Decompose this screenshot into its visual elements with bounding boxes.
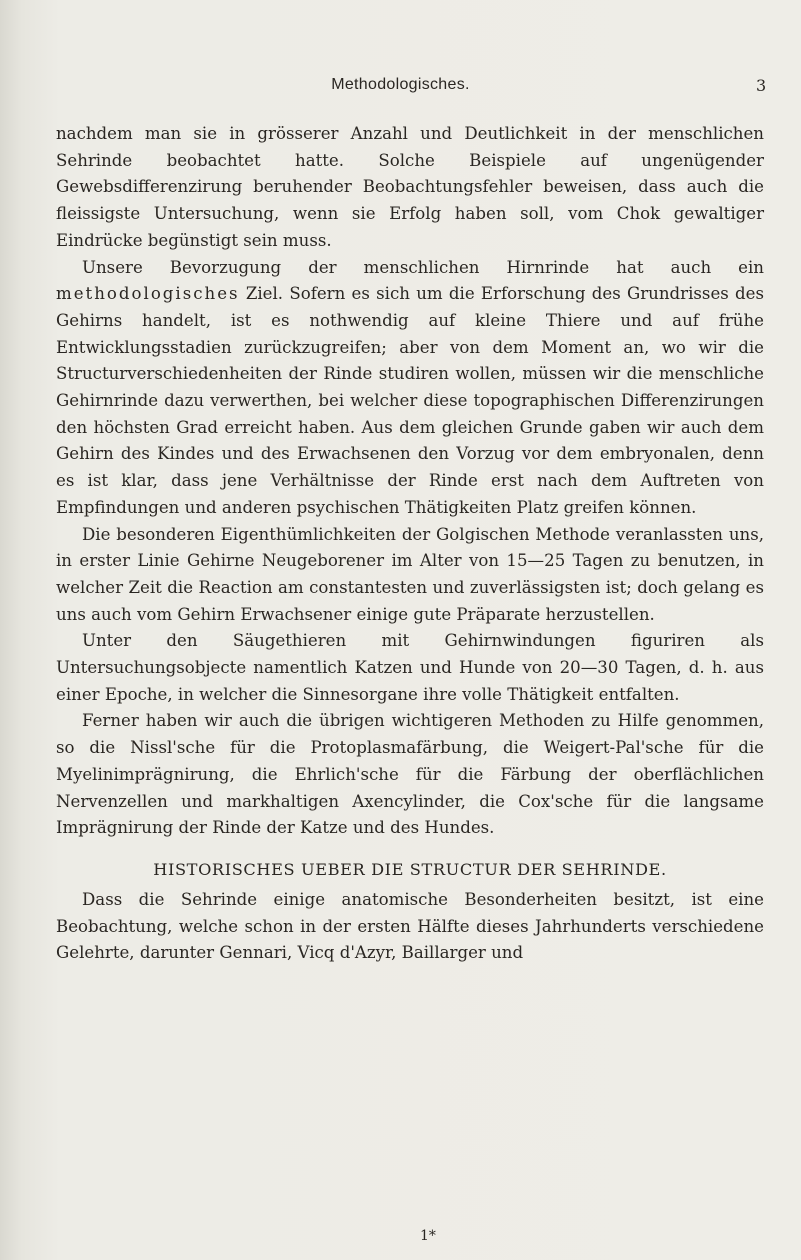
signature-mark: 1* (420, 1228, 436, 1244)
body-text (56, 121, 764, 967)
section-heading: HISTORISCHES UEBER DIE STRUCTUR DER SEHRINDE. (153, 859, 667, 879)
running-head: Methodologisches. (331, 76, 470, 93)
paragraph-1: nachdem man sie in grösserer Anzahl und Deutlichkeit in der menschlichen Sehrinde beobachtet hatte. Solche Beispiele auf ungenügender Gewebsdifferenzirung beruhender Beobachtungsfehler beweisen, dass auch die fleissigste Untersuchung, wenn sie Erfolg haben soll, vom Chok gewaltiger Eindrücke begünstigt sein muss. (56, 124, 764, 250)
section-paragraph: Dass die Sehrinde einige anatomische Besonderheiten besitzt, ist eine Beobachtung, welche schon in der ersten Hälfte dieses Jahrhunderts verschiedene Gelehrte, darunter Gennari, Vicq d'Azyr, Baillarger und (56, 889, 764, 963)
paragraph-4: Unter den Säugethieren mit Gehirnwindungen figuriren als Untersuchungsobjecte namentlich Katzen und Hunde von 20—30 Tagen, d. h. aus einer Epoche, in welcher die Sinnesorgane ihre volle Thätigkeit entfalten. (56, 631, 764, 704)
spaced-emphasis: methodologisches (56, 284, 240, 304)
paragraph-2-start: Unsere Bevorzugung der menschlichen Hirnrinde hat auch ein (82, 257, 764, 277)
paragraph-3: Die besonderen Eigenthümlichkeiten der Golgischen Methode veranlassten uns, in erster Linie Gehirne Neugeborener im Alter von 15—25 Tagen zu benutzen, in welcher Zeit die Reaction am constantesten und zuverlässigsten ist; doch gelang es uns auch vom Gehirn Erwachsener einige gute Präparate herzustellen. (56, 524, 764, 624)
paragraph-5: Ferner haben wir auch die übrigen wichtigeren Methoden zu Hilfe genommen, so die Nissl'sche für die Protoplasmafärbung, die Weigert-Pal'sche für die Myelinimprägnirung, die Ehrlich'sche für die Färbung der oberflächlichen Nervenzellen und markhaltigen Axencylinder, die Cox'sche für die langsame Imprägnirung der Rinde der Katze und des Hundes. (56, 711, 764, 838)
paragraph-2-rest: Ziel. Sofern es sich um die Erforschung des Grundrisses des Gehirns handelt, ist es nothwendig auf kleine Thiere und auf frühe Entwicklungsstadien zurückzugreifen; aber von dem Moment an, wo wir die Structurverschiedenheiten der Rinde studiren wollen, müssen wir die menschliche Gehirnrinde dazu verwerthen, bei welcher diese topographischen Differenzirungen den höchsten Grad erreicht haben. Aus dem gleichen Grunde gaben wir auch dem Gehirn des Kindes und des Erwachsenen den Vorzug vor dem embryonalen, denn es ist klar, dass jene Verhältnisse der Rinde erst nach dem Auftreten von Empfindungen und anderen psychischen Thätigkeiten Platz greifen können. (56, 284, 764, 517)
page-number: 3 (756, 76, 767, 95)
paragraph-2 (56, 255, 764, 522)
page-header (0, 74, 801, 98)
